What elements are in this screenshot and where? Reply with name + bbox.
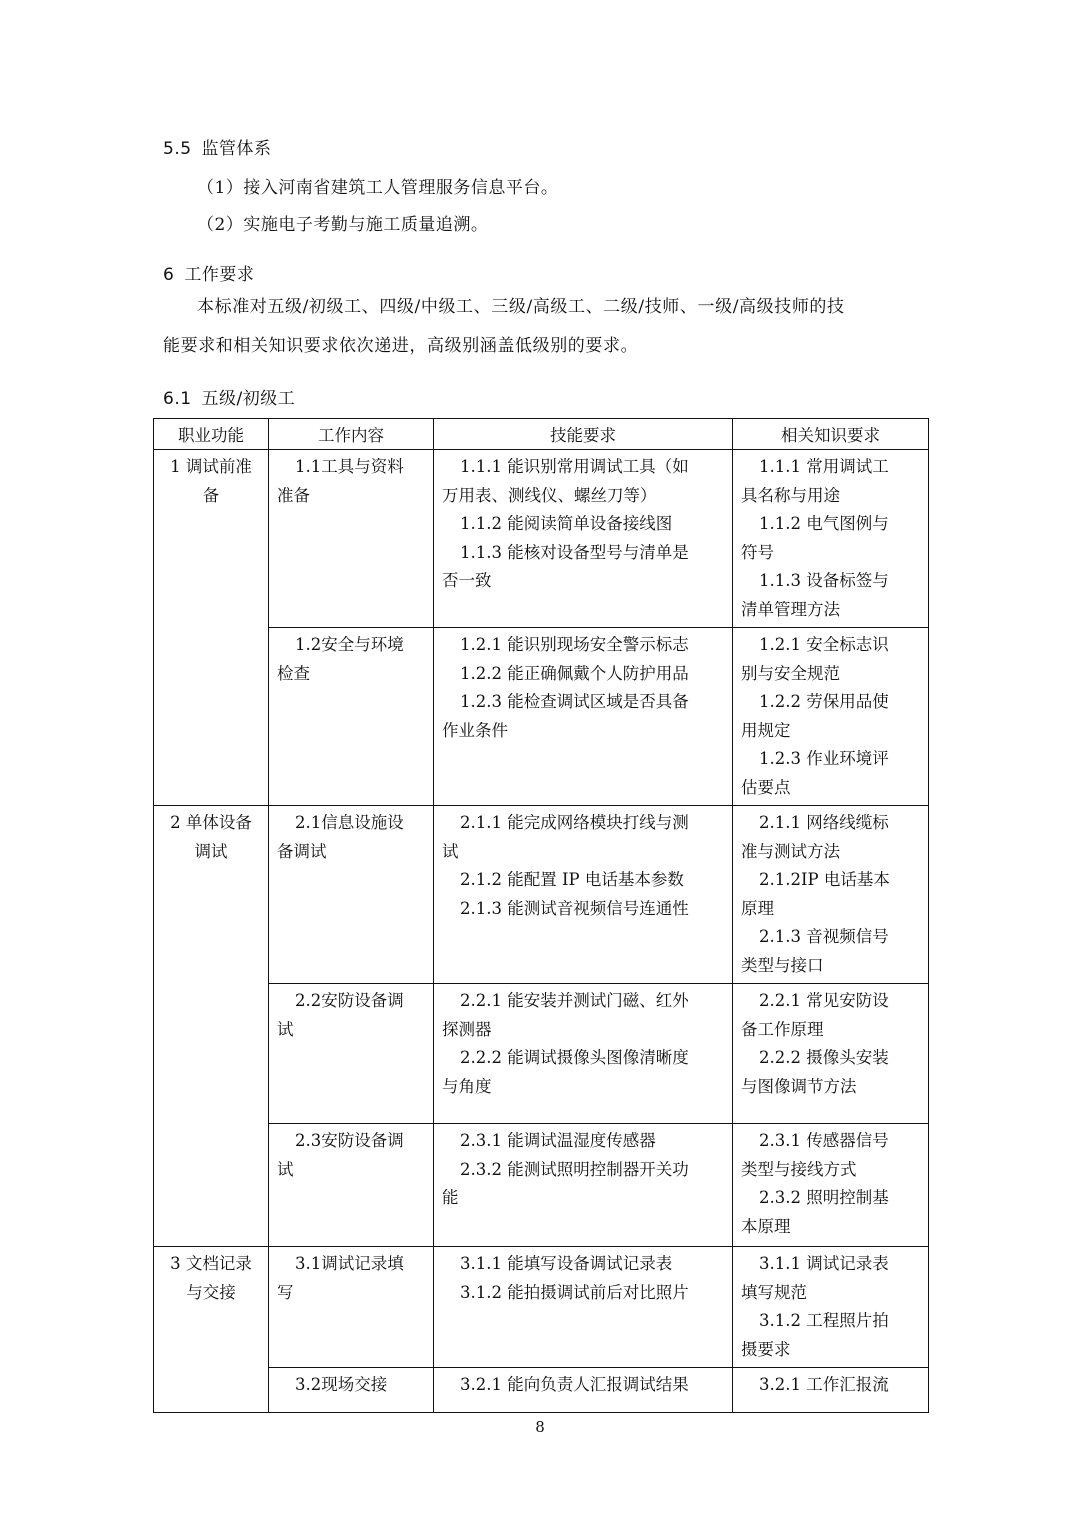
knowledge-line: 2.1.2IP 电话基本 [759, 870, 890, 889]
knowledge-line: 别与安全规范 [741, 663, 840, 683]
skills-line: 2.1.1 能完成网络模块打线与测 [460, 813, 689, 832]
cell-function [154, 450, 269, 806]
content-line: 试 [277, 1159, 294, 1179]
knowledge-line: 2.1.1 网络线缆标 [759, 813, 889, 832]
skills-line: 2.2.2 能调试摄像头图像清晰度 [460, 1048, 689, 1067]
knowledge-line: 2.3.2 照明控制基 [759, 1188, 889, 1207]
cell-content [269, 450, 434, 628]
function-line: 3 文档记录 [170, 1254, 252, 1273]
knowledge-line: 符号 [741, 542, 774, 562]
content-line: 备调试 [277, 841, 327, 861]
skills-line: 2.1.3 能测试音视频信号连通性 [460, 898, 689, 918]
page-number: 8 [535, 1418, 545, 1436]
cell-content [269, 628, 434, 806]
skills-line: 2.3.2 能测试照明控制器开关功 [460, 1159, 689, 1179]
knowledge-line: 摄要求 [741, 1339, 791, 1359]
heading-6-1: 6.1 五级/初级工 [163, 389, 296, 409]
cell-skills [434, 628, 733, 806]
table-header-row [154, 419, 929, 450]
cell-knowledge [733, 450, 929, 628]
cell-skills [434, 1124, 733, 1247]
knowledge-line: 本原理 [741, 1216, 791, 1236]
function-line: 调试 [194, 841, 228, 861]
content-line: 2.1信息设施设 [295, 813, 404, 832]
item-5-5-1: （1）接入河南省建筑工人管理服务信息平台。 [197, 178, 559, 198]
cell-function [154, 806, 269, 1247]
skills-line: 2.3.1 能调试温湿度传感器 [460, 1131, 656, 1150]
skills-line: 作业条件 [442, 720, 508, 740]
knowledge-line: 1.1.3 设备标签与 [759, 571, 889, 590]
knowledge-line: 1.1.2 电气图例与 [759, 514, 889, 533]
knowledge-line: 类型与接口 [741, 955, 824, 975]
cell-function [154, 1247, 269, 1413]
knowledge-line: 1.2.1 安全标志识 [759, 635, 889, 654]
function-line: 1 调试前准 [170, 457, 252, 476]
skills-line: 3.1.1 能填写设备调试记录表 [460, 1254, 673, 1273]
heading-6: 6 工作要求 [163, 265, 255, 285]
knowledge-line: 1.2.3 作业环境评 [759, 749, 889, 768]
knowledge-line: 1.2.2 劳保用品使 [759, 692, 889, 711]
knowledge-line: 与图像调节方法 [741, 1076, 857, 1096]
knowledge-line: 原理 [741, 898, 774, 918]
knowledge-line: 用规定 [741, 720, 791, 740]
cell-content [269, 1247, 434, 1368]
skills-line: 否一致 [442, 571, 492, 590]
function-line: 与交接 [186, 1282, 236, 1302]
skills-line: 3.1.2 能拍摄调试前后对比照片 [460, 1282, 689, 1302]
content-line: 2.2安防设备调 [295, 991, 404, 1010]
skills-line: 与角度 [442, 1076, 492, 1096]
cell-content [269, 806, 434, 984]
skills-line: 能 [442, 1188, 459, 1207]
table-row [154, 1368, 929, 1413]
knowledge-line: 3.1.2 工程照片拍 [759, 1311, 889, 1330]
knowledge-line: 清单管理方法 [741, 599, 840, 619]
cell-skills [434, 984, 733, 1124]
skills-line: 1.1.2 能阅读简单设备接线图 [460, 514, 673, 533]
knowledge-line: 2.3.1 传感器信号 [759, 1131, 889, 1150]
skills-line: 万用表、测线仪、螺丝刀等） [442, 485, 657, 505]
paragraph-6: 本标准对五级/初级工、四级/中级工、三级/高级工、二级/技师、一级/高级技师的技 能要求和相关知识要求依次递进，高级别涵盖低级别的要求。 [163, 297, 845, 356]
knowledge-line: 2.1.3 音视频信号 [759, 927, 889, 946]
knowledge-line: 3.1.1 调试记录表 [759, 1254, 889, 1273]
content-line: 写 [277, 1282, 294, 1302]
cell-knowledge [733, 1124, 929, 1247]
knowledge-line: 1.1.1 常用调试工 [759, 457, 889, 476]
cell-knowledge [733, 628, 929, 806]
heading-5-5: 5.5 监管体系 [163, 139, 272, 159]
function-line: 2 单体设备 [170, 813, 252, 832]
content-line: 1.1工具与资料 [295, 457, 404, 476]
content-line: 1.2安全与环境 [295, 635, 404, 654]
skills-line: 2.2.1 能安装并测试门磁、红外 [460, 991, 689, 1010]
skills-line: 1.1.1 能识别常用调试工具（如 [460, 457, 689, 476]
table-row [154, 984, 929, 1124]
skills-line: 1.2.3 能检查调试区域是否具备 [460, 692, 689, 711]
content-line: 检查 [277, 663, 310, 683]
skills-line: 1.2.1 能识别现场安全警示标志 [460, 635, 689, 654]
cell-content [269, 1368, 434, 1413]
cell-knowledge [733, 806, 929, 984]
content-line: 试 [277, 1019, 294, 1039]
cell-skills [434, 450, 733, 628]
knowledge-line: 类型与接线方式 [741, 1159, 857, 1179]
knowledge-line: 3.2.1 工作汇报流 [759, 1375, 889, 1394]
cell-knowledge [733, 1368, 929, 1413]
knowledge-line: 具名称与用途 [741, 485, 840, 505]
skills-line: 探测器 [442, 1019, 492, 1039]
table-row [154, 1124, 929, 1247]
skills-line: 试 [442, 841, 459, 861]
content-line: 3.2现场交接 [295, 1375, 388, 1394]
table-row [154, 628, 929, 806]
cell-knowledge [733, 984, 929, 1124]
header-content: 工作内容 [269, 419, 434, 450]
content-line: 3.1调试记录填 [295, 1254, 404, 1273]
header-knowledge: 相关知识要求 [733, 419, 929, 450]
header-skills: 技能要求 [434, 419, 733, 450]
cell-skills [434, 1368, 733, 1413]
cell-skills [434, 806, 733, 984]
header-function: 职业功能 [154, 419, 269, 450]
table-row [154, 450, 929, 628]
requirements-table [153, 418, 929, 1413]
table-row [154, 806, 929, 984]
cell-content [269, 984, 434, 1124]
knowledge-line: 填写规范 [741, 1282, 807, 1302]
knowledge-line: 备工作原理 [741, 1019, 824, 1039]
item-5-5-2: （2）实施电子考勤与施工质量追溯。 [197, 215, 489, 235]
function-line: 备 [202, 485, 220, 505]
knowledge-line: 估要点 [741, 777, 791, 797]
skills-line: 1.1.3 能核对设备型号与清单是 [460, 542, 689, 562]
knowledge-line: 2.2.1 常见安防设 [759, 991, 889, 1010]
skills-line: 1.2.2 能正确佩戴个人防护用品 [460, 663, 689, 683]
cell-skills [434, 1247, 733, 1368]
content-line: 2.3安防设备调 [295, 1131, 404, 1150]
cell-content [269, 1124, 434, 1247]
table-row [154, 1247, 929, 1368]
knowledge-line: 准与测试方法 [741, 841, 840, 861]
cell-knowledge [733, 1247, 929, 1368]
knowledge-line: 2.2.2 摄像头安装 [759, 1048, 889, 1067]
content-line: 准备 [277, 485, 310, 505]
skills-line: 2.1.2 能配置 IP 电话基本参数 [460, 870, 684, 889]
skills-line: 3.2.1 能向负责人汇报调试结果 [460, 1375, 689, 1394]
